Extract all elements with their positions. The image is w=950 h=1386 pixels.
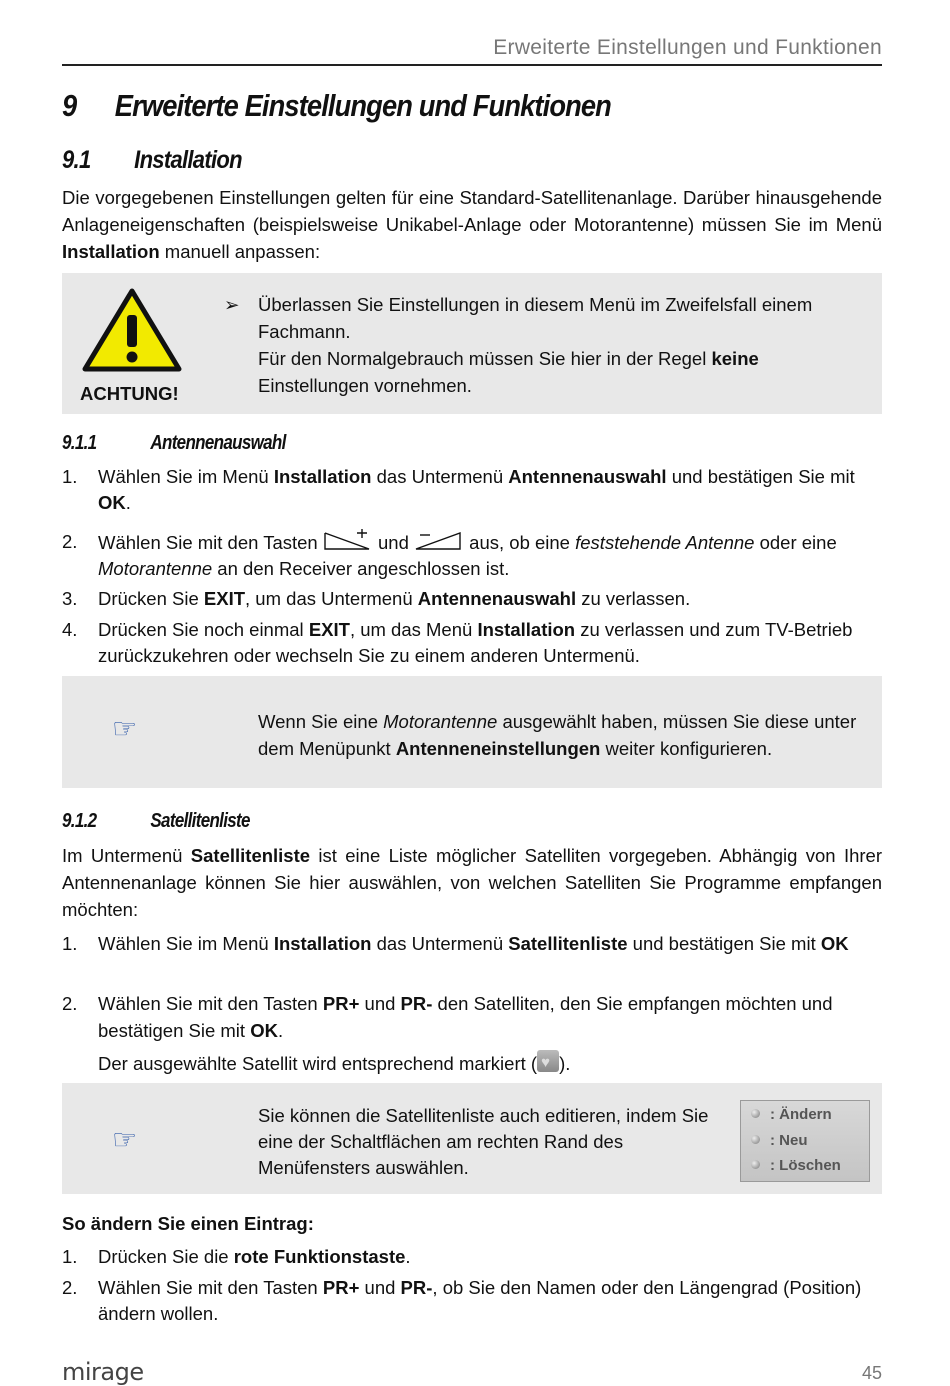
satellitenliste-intro: Im Untermenü Satellitenliste ist eine Liste möglicher Satelliten vorgegeben. Abhängig von Ihrer Antennenanlage können Sie hier auswählen, von welchen Satelliten Sie Programme empfangen möchten: — [62, 845, 882, 920]
menu-item-aendern: : Ändern — [751, 1106, 832, 1123]
note-text: Wenn Sie eine Motorantenne ausgewählt haben, müssen Sie diese unter dem Menüpunkt Antenneneinstellungen weiter konfigurieren. — [258, 711, 857, 759]
warning-line-1: Überlassen Sie Einstellungen in diesem Menü im Zweifelsfall einem Fachmann. — [258, 294, 813, 342]
chapter-heading — [62, 88, 611, 124]
warning-bullet: ➢ — [224, 294, 240, 315]
page-number: 45 — [861, 1363, 882, 1383]
list-item: 2. Wählen Sie mit den Tasten und aus, ob eine feststehende Antenne oder eine Motorantenne an den Receiver angeschlossen ist. — [62, 531, 837, 579]
chapter-title: Erweiterte Einstellungen und Funktionen — [114, 88, 611, 123]
volume-up-key-icon — [323, 529, 373, 553]
button-dot-icon — [751, 1135, 760, 1144]
menu-item-loeschen: : Löschen — [751, 1157, 841, 1174]
volume-down-key-icon — [414, 529, 464, 553]
list-item: 1. Wählen Sie im Menü Installation das Untermenü Antennenauswahl und bestätigen Sie mit OK. — [62, 466, 855, 513]
list-item: 1. Drücken Sie die rote Funktionstaste. — [62, 1246, 411, 1267]
note-box-motorantenne — [62, 676, 882, 788]
warning-label: ACHTUNG! — [80, 383, 179, 404]
list-item: 1. Wählen Sie im Menü Installation das Untermenü Satellitenliste und bestätigen Sie mit OK — [62, 933, 849, 954]
pointing-hand-icon: ☞ — [112, 713, 138, 744]
running-header: Erweiterte Einstellungen und Funktionen — [493, 36, 882, 59]
pointing-hand-icon: ☞ — [112, 1124, 138, 1155]
list-item: 2. Wählen Sie mit den Tasten PR+ und PR- den Satelliten, den Sie empfangen möchten und bestätigen Sie mit OK. — [62, 993, 833, 1041]
header-rule — [62, 64, 882, 66]
section-title: Installation — [134, 146, 242, 174]
menu-buttons-image — [740, 1100, 870, 1182]
menu-item-neu: : Neu — [751, 1132, 808, 1149]
button-dot-icon — [751, 1160, 760, 1169]
section-number: 9.1 — [62, 146, 91, 174]
subsection-heading-912: 9.1.2 Satellitenliste — [62, 810, 250, 832]
heart-marker-icon — [537, 1050, 559, 1072]
section-heading — [62, 146, 242, 175]
warning-text — [258, 291, 858, 399]
warning-line-2: Für den Normalgebrauch müssen Sie hier in der Regel keine Einstellungen vornehmen. — [258, 348, 759, 396]
list-item: 3. Drücken Sie EXIT, um das Untermenü Antennenauswahl zu verlassen. — [62, 588, 691, 609]
mirage-logo: mirage — [62, 1358, 144, 1386]
button-dot-icon — [751, 1109, 760, 1118]
chapter-number: 9 — [62, 88, 77, 123]
marked-text: Der ausgewählte Satellit wird entsprechend markiert (♥ ). — [62, 1050, 882, 1077]
subsection-heading-911: 9.1.1 Antennenauswahl — [62, 432, 286, 454]
list-item: 2. Wählen Sie mit den Tasten PR+ und PR-, ob Sie den Namen oder den Längengrad (Position) ändern wollen. — [62, 1277, 862, 1324]
warning-box — [62, 273, 882, 414]
intro-paragraph: Die vorgegebenen Einstellungen gelten für eine Standard-Satellitenanlage. Darüber hinausgehende Anlageneigenschaften (beispielsweise Unikabel-Anlage oder Motorantenne) müssen Sie im Menü Installation manuell anpassen: — [62, 187, 882, 262]
edit-heading: So ändern Sie einen Eintrag: — [62, 1213, 314, 1234]
note-text: Sie können die Satellitenliste auch editieren, indem Sie eine der Schaltflächen am rechten Rand des Menüfensters auswählen. — [258, 1105, 709, 1178]
list-item: 4. Drücken Sie noch einmal EXIT, um das Menü Installation zu verlassen und zum TV-Betrieb zurückzukehren oder wechseln Sie zu einem anderen Untermenü. — [62, 619, 853, 666]
warning-triangle-icon — [82, 287, 182, 373]
